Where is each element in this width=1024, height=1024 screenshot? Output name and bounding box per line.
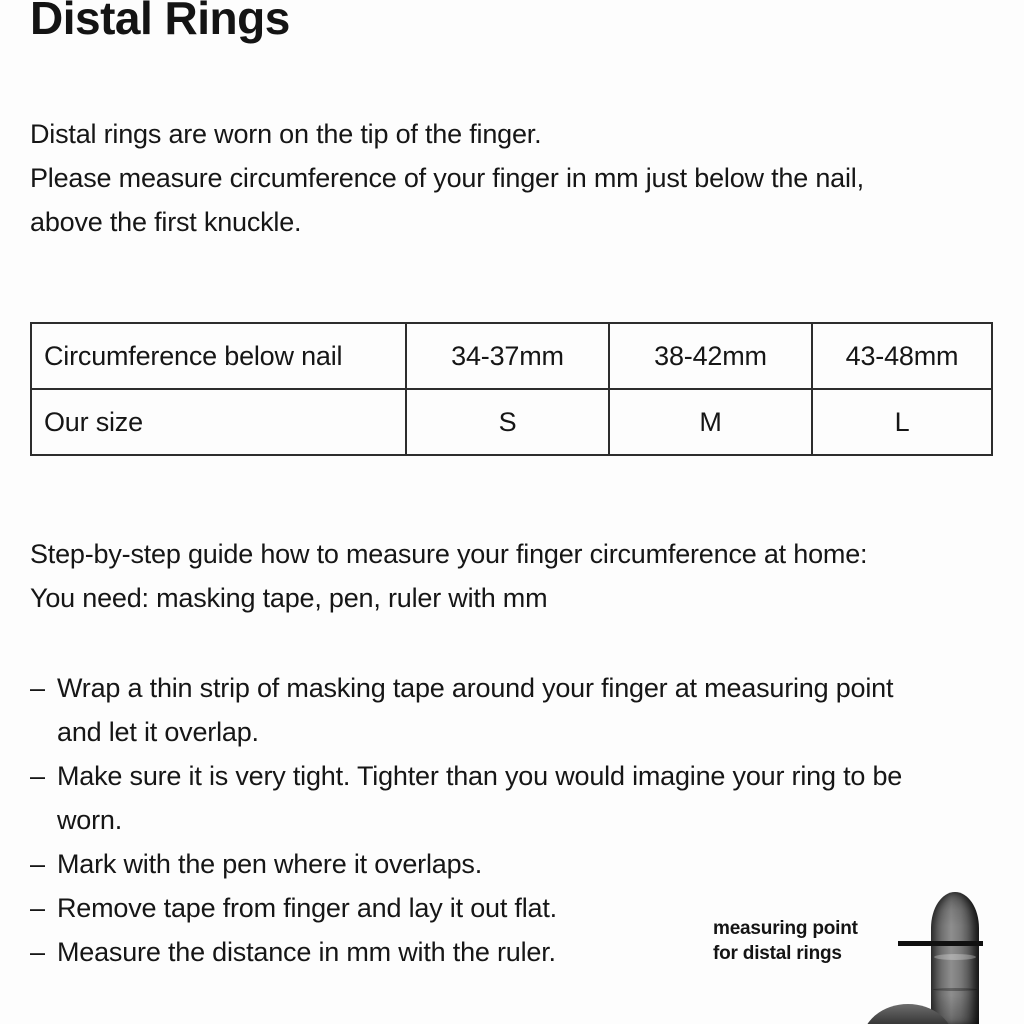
table-cell-range-s: 34-37mm bbox=[406, 323, 609, 389]
table-cell-size-s: S bbox=[406, 389, 609, 455]
table-row bbox=[31, 389, 992, 455]
table-row bbox=[31, 323, 992, 389]
bullet-dash: – bbox=[30, 761, 45, 791]
finger-crease bbox=[933, 988, 977, 991]
step-line: Remove tape from finger and lay it out flat. bbox=[57, 893, 557, 923]
bullet-dash: – bbox=[30, 893, 45, 923]
page-title: Distal Rings bbox=[30, 0, 290, 44]
intro-line: Distal rings are worn on the tip of the finger. bbox=[30, 119, 542, 149]
intro-paragraph bbox=[30, 112, 864, 244]
step-line: worn. bbox=[57, 805, 123, 835]
caption-line: for distal rings bbox=[713, 943, 842, 964]
step-line: Mark with the pen where it overlaps. bbox=[57, 849, 482, 879]
guide-heading: Step-by-step guide how to measure your finger circumference at home: bbox=[30, 539, 868, 569]
step-line: Make sure it is very tight. Tighter than you would imagine your ring to be bbox=[57, 761, 903, 791]
finger-crease bbox=[934, 954, 976, 960]
table-cell-range-l: 43-48mm bbox=[812, 323, 992, 389]
guide-heading-block bbox=[30, 532, 867, 620]
table-cell-size-m: M bbox=[609, 389, 812, 455]
bullet-dash: – bbox=[30, 849, 45, 879]
measuring-point-caption bbox=[713, 916, 858, 966]
bullet-dash: – bbox=[30, 673, 45, 703]
size-table bbox=[30, 322, 993, 456]
finger-photo bbox=[931, 892, 979, 1024]
step-line: and let it overlap. bbox=[57, 717, 259, 747]
table-cell-range-m: 38-42mm bbox=[609, 323, 812, 389]
intro-line: above the first knuckle. bbox=[30, 207, 302, 237]
step-line: Measure the distance in mm with the ruler. bbox=[57, 937, 556, 967]
table-cell-size-label: Our size bbox=[31, 389, 406, 455]
intro-line: Please measure circumference of your finger in mm just below the nail, bbox=[30, 163, 864, 193]
caption-line: measuring point bbox=[713, 918, 858, 939]
list-item bbox=[30, 842, 992, 886]
step-line: Wrap a thin strip of masking tape around your finger at measuring point bbox=[57, 673, 894, 703]
list-item bbox=[30, 666, 992, 754]
list-item bbox=[30, 754, 992, 842]
measuring-line bbox=[898, 941, 983, 946]
table-cell-circumference-label: Circumference below nail bbox=[31, 323, 406, 389]
guide-supplies: You need: masking tape, pen, ruler with mm bbox=[30, 583, 548, 613]
table-cell-size-l: L bbox=[812, 389, 992, 455]
bullet-dash: – bbox=[30, 937, 45, 967]
